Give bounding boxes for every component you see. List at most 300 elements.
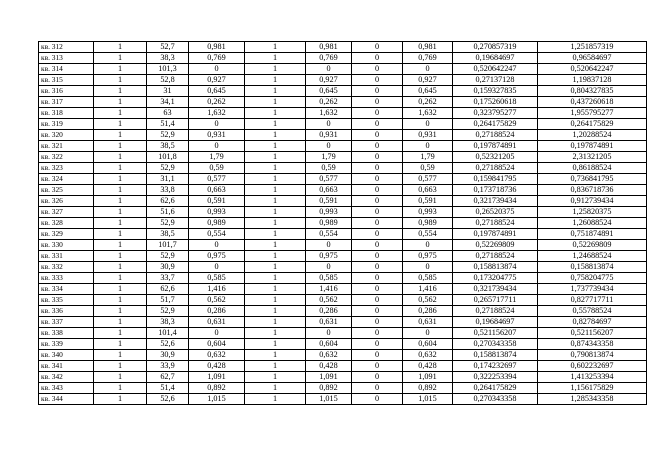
table-row (39, 229, 647, 240)
value-cell: 101,3 (147, 64, 189, 75)
value-cell: 1,632 (306, 108, 352, 119)
value-cell: 1 (94, 394, 147, 405)
value-cell: 0 (352, 317, 403, 328)
value-cell: 0 (189, 64, 245, 75)
value-cell: 34,1 (147, 97, 189, 108)
value-cell: 1 (94, 262, 147, 273)
value-cell: 0,993 (306, 207, 352, 218)
value-cell: 101,7 (147, 240, 189, 251)
value-cell: 1 (245, 383, 306, 394)
value-cell: 1,156175829 (538, 383, 647, 394)
value-cell: 0 (352, 229, 403, 240)
value-cell: 0 (352, 207, 403, 218)
value-cell: 30,9 (147, 350, 189, 361)
value-cell: 0 (352, 328, 403, 339)
value-cell: 0 (306, 262, 352, 273)
value-cell: 1 (94, 350, 147, 361)
value-cell: 0,632 (403, 350, 453, 361)
value-cell: 1 (94, 251, 147, 262)
value-cell: 0,604 (306, 339, 352, 350)
value-cell: 0,663 (306, 185, 352, 196)
value-cell: 1,26088524 (538, 218, 647, 229)
value-cell: 0,631 (306, 317, 352, 328)
value-cell: 0,428 (403, 361, 453, 372)
value-cell: 0,197874891 (538, 141, 647, 152)
apartment-cell: кв. 314 (39, 64, 94, 75)
value-cell: 0,993 (403, 207, 453, 218)
value-cell: 1 (94, 75, 147, 86)
value-cell: 0 (352, 97, 403, 108)
value-cell: 0,520642247 (538, 64, 647, 75)
table-row (39, 163, 647, 174)
apartment-cell: кв. 327 (39, 207, 94, 218)
table-row (39, 75, 647, 86)
value-cell: 1 (245, 306, 306, 317)
value-cell: 0,975 (189, 251, 245, 262)
table-row (39, 328, 647, 339)
apartment-cell: кв. 316 (39, 86, 94, 97)
value-cell: 0 (352, 174, 403, 185)
value-cell: 1 (245, 273, 306, 284)
apartment-cell: кв. 341 (39, 361, 94, 372)
apartment-cell: кв. 313 (39, 53, 94, 64)
table-row (39, 152, 647, 163)
value-cell: 1 (94, 229, 147, 240)
value-cell: 31 (147, 86, 189, 97)
value-cell: 0,27188524 (453, 130, 538, 141)
value-cell: 1,015 (306, 394, 352, 405)
value-cell: 0,562 (403, 295, 453, 306)
value-cell: 38,5 (147, 229, 189, 240)
value-cell: 1 (94, 119, 147, 130)
value-cell: 1,015 (189, 394, 245, 405)
value-cell: 1 (245, 240, 306, 251)
table-row (39, 295, 647, 306)
value-cell: 0,632 (189, 350, 245, 361)
value-cell: 0,158813874 (453, 350, 538, 361)
value-cell: 0,554 (189, 229, 245, 240)
value-cell: 0,173718736 (453, 185, 538, 196)
value-cell: 1,19837128 (538, 75, 647, 86)
value-cell: 0,591 (189, 196, 245, 207)
value-cell: 1 (245, 229, 306, 240)
value-cell: 1,632 (189, 108, 245, 119)
value-cell: 52,9 (147, 306, 189, 317)
table-body (39, 42, 647, 405)
table-row (39, 240, 647, 251)
value-cell: 0,521156207 (538, 328, 647, 339)
value-cell: 1 (94, 372, 147, 383)
value-cell: 0 (352, 273, 403, 284)
value-cell: 52,8 (147, 75, 189, 86)
value-cell: 0,270343358 (453, 339, 538, 350)
value-cell: 1 (94, 383, 147, 394)
value-cell: 0,645 (306, 86, 352, 97)
table-row (39, 119, 647, 130)
value-cell: 51,4 (147, 119, 189, 130)
value-cell: 0,736841795 (538, 174, 647, 185)
value-cell: 0,663 (189, 185, 245, 196)
value-cell: 0,286 (403, 306, 453, 317)
value-cell: 0,769 (189, 53, 245, 64)
value-cell: 0,790813874 (538, 350, 647, 361)
value-cell: 1 (245, 64, 306, 75)
value-cell: 0 (403, 262, 453, 273)
value-cell: 0 (352, 372, 403, 383)
apartment-cell: кв. 325 (39, 185, 94, 196)
value-cell: 0 (403, 64, 453, 75)
value-cell: 0,262 (403, 97, 453, 108)
value-cell: 1 (94, 207, 147, 218)
apartment-cell: кв. 335 (39, 295, 94, 306)
value-cell: 0,265717711 (453, 295, 538, 306)
value-cell: 1,091 (306, 372, 352, 383)
value-cell: 1 (245, 317, 306, 328)
value-cell: 31,1 (147, 174, 189, 185)
value-cell: 0 (352, 53, 403, 64)
table-row (39, 196, 647, 207)
table-row (39, 306, 647, 317)
value-cell: 1,79 (306, 152, 352, 163)
value-cell: 38,3 (147, 317, 189, 328)
value-cell: 0,836718736 (538, 185, 647, 196)
table-row (39, 361, 647, 372)
value-cell: 1 (245, 218, 306, 229)
value-cell: 0,264175829 (453, 383, 538, 394)
value-cell: 0,27137128 (453, 75, 538, 86)
value-cell: 0 (352, 251, 403, 262)
value-cell: 0 (352, 262, 403, 273)
apartment-cell: кв. 333 (39, 273, 94, 284)
value-cell: 1 (245, 394, 306, 405)
value-cell: 1 (245, 42, 306, 53)
value-cell: 0,758204775 (538, 273, 647, 284)
value-cell: 0 (352, 240, 403, 251)
value-cell: 0,19684697 (453, 317, 538, 328)
value-cell: 101,4 (147, 328, 189, 339)
value-cell: 0,521156207 (453, 328, 538, 339)
value-cell: 62,6 (147, 196, 189, 207)
value-cell: 0,645 (189, 86, 245, 97)
value-cell: 1 (94, 328, 147, 339)
value-cell: 1,091 (403, 372, 453, 383)
value-cell: 1,413253394 (538, 372, 647, 383)
apartment-cell: кв. 329 (39, 229, 94, 240)
value-cell: 52,9 (147, 163, 189, 174)
table-row (39, 108, 647, 119)
value-cell: 0,159841795 (453, 174, 538, 185)
value-cell: 0 (306, 119, 352, 130)
value-cell: 0 (352, 108, 403, 119)
value-cell: 0,323795277 (453, 108, 538, 119)
value-cell: 1 (245, 284, 306, 295)
value-cell: 0 (352, 394, 403, 405)
value-cell: 1,20288524 (538, 130, 647, 141)
table-row (39, 350, 647, 361)
value-cell: 0,59 (403, 163, 453, 174)
value-cell: 0,322253394 (453, 372, 538, 383)
table-row (39, 394, 647, 405)
value-cell: 0,993 (189, 207, 245, 218)
apartment-cell: кв. 319 (39, 119, 94, 130)
value-cell: 2,31321205 (538, 152, 647, 163)
value-cell: 0,562 (306, 295, 352, 306)
value-cell: 0 (352, 361, 403, 372)
value-cell: 0,989 (306, 218, 352, 229)
value-cell: 1,737739434 (538, 284, 647, 295)
value-cell: 1 (94, 42, 147, 53)
value-cell: 0,158813874 (453, 262, 538, 273)
value-cell: 0,577 (189, 174, 245, 185)
value-cell: 1 (94, 361, 147, 372)
value-cell: 1 (94, 163, 147, 174)
value-cell: 0,975 (403, 251, 453, 262)
table-row (39, 42, 647, 53)
value-cell: 0,86188524 (538, 163, 647, 174)
value-cell: 0,158813874 (538, 262, 647, 273)
value-cell: 1,416 (403, 284, 453, 295)
value-cell: 0 (352, 383, 403, 394)
value-cell: 1 (94, 64, 147, 75)
value-cell: 0,631 (403, 317, 453, 328)
value-cell: 1,285343358 (538, 394, 647, 405)
value-cell: 0,981 (189, 42, 245, 53)
table-row (39, 53, 647, 64)
value-cell: 1 (245, 86, 306, 97)
value-cell: 1,25820375 (538, 207, 647, 218)
table-row (39, 97, 647, 108)
table-row (39, 284, 647, 295)
value-cell: 33,8 (147, 185, 189, 196)
value-cell: 1 (245, 75, 306, 86)
value-cell: 0 (306, 141, 352, 152)
value-cell: 0 (352, 284, 403, 295)
value-cell: 51,6 (147, 207, 189, 218)
value-cell: 1 (245, 174, 306, 185)
value-cell: 0 (306, 328, 352, 339)
value-cell: 0 (403, 328, 453, 339)
value-cell: 1 (94, 284, 147, 295)
apartment-cell: кв. 317 (39, 97, 94, 108)
value-cell: 0 (403, 141, 453, 152)
value-cell: 1 (94, 339, 147, 350)
table-row (39, 251, 647, 262)
value-cell: 0,892 (306, 383, 352, 394)
apartment-cell: кв. 312 (39, 42, 94, 53)
value-cell: 0,631 (189, 317, 245, 328)
value-cell: 1 (245, 196, 306, 207)
value-cell: 0,562 (189, 295, 245, 306)
value-cell: 1 (94, 240, 147, 251)
value-cell: 1 (94, 218, 147, 229)
value-cell: 38,3 (147, 53, 189, 64)
value-cell: 0 (352, 130, 403, 141)
value-cell: 0,321739434 (453, 284, 538, 295)
value-cell: 0 (352, 196, 403, 207)
value-cell: 1 (94, 152, 147, 163)
value-cell: 0,927 (403, 75, 453, 86)
apartment-cell: кв. 328 (39, 218, 94, 229)
data-table (38, 41, 647, 405)
value-cell: 0,173204775 (453, 273, 538, 284)
value-cell: 0,931 (306, 130, 352, 141)
value-cell: 0 (403, 119, 453, 130)
value-cell: 0,989 (189, 218, 245, 229)
table-row (39, 372, 647, 383)
value-cell: 1,416 (189, 284, 245, 295)
value-cell: 33,9 (147, 361, 189, 372)
value-cell: 0,645 (403, 86, 453, 97)
value-cell: 1 (245, 152, 306, 163)
value-cell: 0,520642247 (453, 64, 538, 75)
value-cell: 1 (245, 119, 306, 130)
value-cell: 0,663 (403, 185, 453, 196)
value-cell: 0,604 (403, 339, 453, 350)
value-cell: 0,989 (403, 218, 453, 229)
apartment-cell: кв. 321 (39, 141, 94, 152)
value-cell: 0,262 (189, 97, 245, 108)
apartment-cell: кв. 336 (39, 306, 94, 317)
value-cell: 1,015 (403, 394, 453, 405)
value-cell: 0 (189, 328, 245, 339)
value-cell: 0,769 (403, 53, 453, 64)
value-cell: 38,5 (147, 141, 189, 152)
value-cell: 0,174232697 (453, 361, 538, 372)
value-cell: 0,27188524 (453, 251, 538, 262)
table-row (39, 130, 647, 141)
value-cell: 0,577 (403, 174, 453, 185)
value-cell: 0,585 (189, 273, 245, 284)
value-cell: 51,4 (147, 383, 189, 394)
value-cell: 52,7 (147, 42, 189, 53)
value-cell: 0,585 (403, 273, 453, 284)
value-cell: 30,9 (147, 262, 189, 273)
value-cell: 0,52269809 (538, 240, 647, 251)
value-cell: 0 (189, 141, 245, 152)
apartment-cell: кв. 339 (39, 339, 94, 350)
value-cell: 1 (245, 141, 306, 152)
table-row (39, 86, 647, 97)
table-row (39, 185, 647, 196)
value-cell: 62,7 (147, 372, 189, 383)
value-cell: 0,159327835 (453, 86, 538, 97)
value-cell: 0,96584697 (538, 53, 647, 64)
value-cell: 0,59 (189, 163, 245, 174)
table-row (39, 317, 647, 328)
value-cell: 1 (245, 295, 306, 306)
value-cell: 1 (94, 174, 147, 185)
value-cell: 1,79 (189, 152, 245, 163)
apartment-cell: кв. 338 (39, 328, 94, 339)
value-cell: 0 (352, 295, 403, 306)
value-cell: 0,554 (306, 229, 352, 240)
value-cell: 0,981 (403, 42, 453, 53)
table-row (39, 339, 647, 350)
value-cell: 33,7 (147, 273, 189, 284)
value-cell: 0,602232697 (538, 361, 647, 372)
value-cell: 1 (94, 317, 147, 328)
value-cell: 0,52321205 (453, 152, 538, 163)
value-cell: 0,428 (189, 361, 245, 372)
value-cell: 52,9 (147, 130, 189, 141)
value-cell: 1 (94, 53, 147, 64)
value-cell: 1 (245, 53, 306, 64)
value-cell: 0,19684697 (453, 53, 538, 64)
value-cell: 1,632 (403, 108, 453, 119)
value-cell: 0 (352, 75, 403, 86)
value-cell: 0,55788524 (538, 306, 647, 317)
value-cell: 0,437260618 (538, 97, 647, 108)
value-cell: 0,927 (189, 75, 245, 86)
value-cell: 0,428 (306, 361, 352, 372)
value-cell: 1,091 (189, 372, 245, 383)
value-cell: 1 (94, 196, 147, 207)
apartment-cell: кв. 344 (39, 394, 94, 405)
value-cell: 0 (306, 64, 352, 75)
apartment-cell: кв. 330 (39, 240, 94, 251)
value-cell: 0,286 (189, 306, 245, 317)
value-cell: 0,52269809 (453, 240, 538, 251)
value-cell: 1,251857319 (538, 42, 647, 53)
value-cell: 1 (245, 130, 306, 141)
value-cell: 1 (94, 141, 147, 152)
value-cell: 1,955795277 (538, 108, 647, 119)
table-row (39, 141, 647, 152)
value-cell: 0,264175829 (538, 119, 647, 130)
value-cell: 1 (94, 273, 147, 284)
table-row (39, 64, 647, 75)
value-cell: 1 (94, 130, 147, 141)
value-cell: 1 (245, 251, 306, 262)
table-row (39, 207, 647, 218)
table-row (39, 218, 647, 229)
value-cell: 0 (189, 119, 245, 130)
value-cell: 0,321739434 (453, 196, 538, 207)
value-cell: 0,769 (306, 53, 352, 64)
value-cell: 1 (245, 185, 306, 196)
value-cell: 0,931 (189, 130, 245, 141)
value-cell: 52,9 (147, 251, 189, 262)
value-cell: 0 (189, 240, 245, 251)
value-cell: 1 (94, 86, 147, 97)
value-cell: 0 (352, 42, 403, 53)
value-cell: 1 (94, 97, 147, 108)
value-cell: 0 (352, 64, 403, 75)
value-cell: 0 (352, 119, 403, 130)
value-cell: 0,591 (403, 196, 453, 207)
table-row (39, 262, 647, 273)
value-cell: 0,632 (306, 350, 352, 361)
value-cell: 52,9 (147, 218, 189, 229)
value-cell: 1,24688524 (538, 251, 647, 262)
value-cell: 1 (245, 350, 306, 361)
value-cell: 0,286 (306, 306, 352, 317)
value-cell: 52,6 (147, 394, 189, 405)
apartment-cell: кв. 342 (39, 372, 94, 383)
table-row (39, 174, 647, 185)
value-cell: 0,874343358 (538, 339, 647, 350)
value-cell: 0,27188524 (453, 218, 538, 229)
value-cell: 0 (403, 240, 453, 251)
value-cell: 63 (147, 108, 189, 119)
value-cell: 0,554 (403, 229, 453, 240)
value-cell: 0 (306, 240, 352, 251)
value-cell: 1 (245, 361, 306, 372)
value-cell: 0 (352, 141, 403, 152)
value-cell: 1 (94, 185, 147, 196)
value-cell: 0,927 (306, 75, 352, 86)
apartment-cell: кв. 337 (39, 317, 94, 328)
